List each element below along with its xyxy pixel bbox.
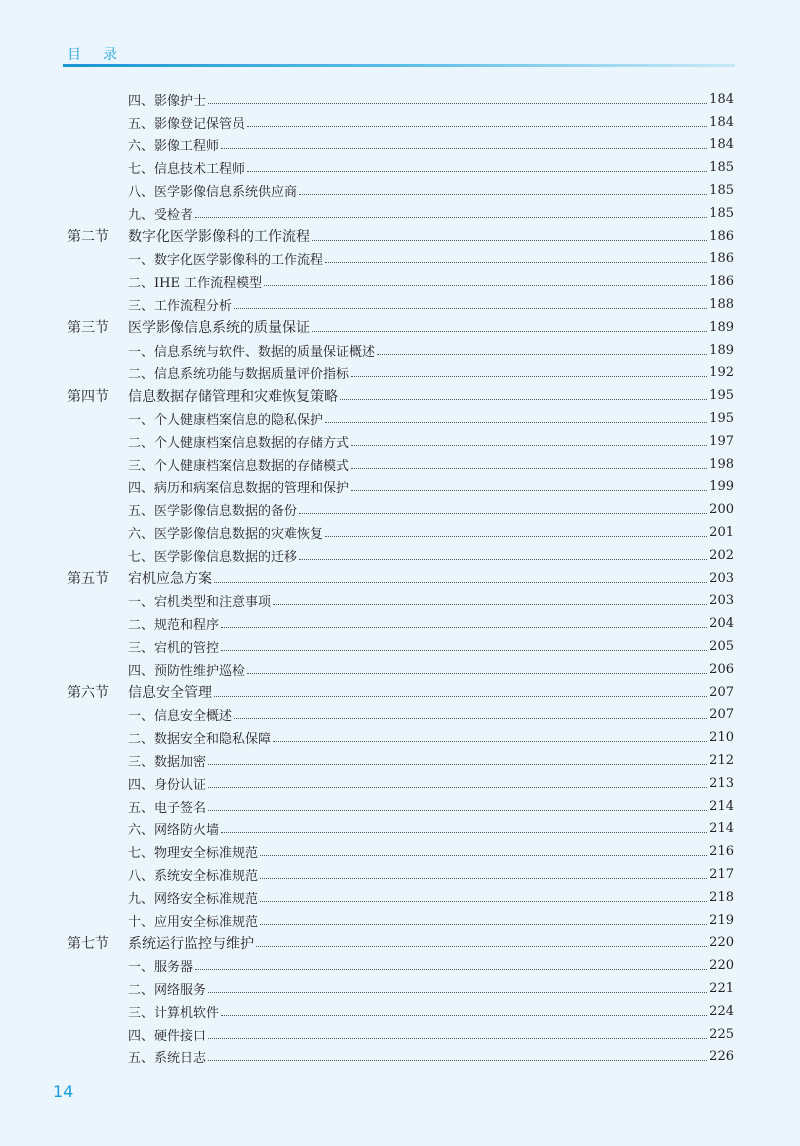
entry-title: 一、信息系统与软件、数据的质量保证概述 [128,344,376,360]
dot-leader [221,140,707,149]
dot-leader [208,802,707,811]
entry-page: 184 [709,114,734,130]
dot-leader [260,847,707,856]
dot-leader [260,916,707,925]
entry-title: 信息安全管理 [128,685,212,702]
entry-page: 214 [709,798,734,814]
entry-page: 203 [709,570,734,586]
toc-entry[interactable] [0,88,800,111]
entry-title: 一、数字化医学影像科的工作流程 [128,253,324,269]
entry-page: 214 [709,821,734,837]
toc-entry[interactable] [0,362,800,385]
toc-entry[interactable] [0,635,800,658]
section-label: 第五节 [67,571,109,588]
running-header: 目录 [67,47,139,63]
toc-entry[interactable] [0,453,800,476]
entry-page: 202 [709,547,734,563]
entry-page: 204 [709,616,734,632]
entry-title: 九、网络安全标准规范 [128,891,259,907]
dot-leader [208,1052,707,1061]
entry-title: 三、个人健康档案信息数据的存储模式 [128,458,350,474]
entry-page: 185 [709,160,734,176]
dot-leader [208,756,707,765]
entry-page: 203 [709,593,734,609]
dot-leader [208,779,707,788]
entry-page: 200 [709,502,734,518]
toc-entry[interactable] [0,476,800,499]
toc-entry[interactable] [0,772,800,795]
entry-page: 210 [709,730,734,746]
section-label: 第三节 [67,320,109,337]
entry-page: 217 [709,866,734,882]
table-of-contents [0,88,800,1068]
toc-entry[interactable] [0,1000,800,1023]
entry-page: 186 [709,274,734,290]
toc-entry[interactable] [0,704,800,727]
dot-leader [351,460,707,469]
toc-section-entry[interactable] [0,384,800,407]
toc-entry[interactable] [0,156,800,179]
entry-page: 186 [709,251,734,267]
toc-section-entry[interactable] [0,225,800,248]
toc-section-entry[interactable] [0,681,800,704]
entry-title: 十、应用安全标准规范 [128,914,259,930]
entry-title: 一、宕机类型和注意事项 [128,595,272,611]
dot-leader [221,619,707,628]
dot-leader [256,938,707,947]
entry-page: 188 [709,297,734,313]
toc-entry[interactable] [0,886,800,909]
toc-entry[interactable] [0,430,800,453]
dot-leader [377,346,707,355]
dot-leader [325,254,707,263]
entry-title: 三、工作流程分析 [128,299,233,315]
dot-leader [260,893,707,902]
dot-leader [221,824,707,833]
dot-leader [208,1030,707,1039]
toc-entry[interactable] [0,612,800,635]
page-number: 14 [53,1082,74,1101]
entry-page: 189 [709,319,734,335]
entry-title: 二、信息系统功能与数据质量评价指标 [128,367,350,383]
entry-title: 三、数据加密 [128,755,207,770]
toc-entry[interactable] [0,977,800,1000]
entry-page: 184 [709,137,734,153]
entry-page: 198 [709,456,734,472]
entry-page: 186 [709,228,734,244]
entry-title: 六、网络防火墙 [128,823,220,839]
entry-page: 207 [709,707,734,723]
dot-leader [299,186,707,195]
dot-leader [195,961,707,970]
entry-page: 216 [709,844,734,860]
toc-entry[interactable] [0,863,800,886]
entry-page: 218 [709,889,734,905]
entry-title: 系统运行监控与维护 [128,935,254,952]
dot-leader [340,391,707,400]
dot-leader [221,1007,707,1016]
dot-leader [325,528,707,537]
dot-leader [325,414,707,423]
dot-leader [247,665,707,674]
dot-leader [247,118,707,127]
dot-leader [221,642,707,651]
entry-page: 219 [709,912,734,928]
toc-entry[interactable] [0,909,800,932]
dot-leader [299,505,707,514]
entry-title: 一、信息安全概述 [128,709,233,725]
dot-leader [260,870,707,879]
entry-page: 185 [709,205,734,221]
entry-title: 四、预防性维护巡检 [128,663,246,679]
entry-page: 195 [709,388,734,404]
entry-title: 四、硬件接口 [128,1028,207,1044]
toc-entry[interactable] [0,498,800,521]
entry-title: 三、计算机软件 [128,1005,220,1021]
section-label: 第二节 [67,229,109,246]
dot-leader [312,232,707,241]
entry-page: 192 [709,365,734,381]
entry-title: 二、个人健康档案信息数据的存储方式 [128,435,350,451]
toc-entry[interactable] [0,179,800,202]
entry-page: 184 [709,91,734,107]
entry-page: 205 [709,639,734,655]
section-label: 第四节 [67,388,109,405]
dot-leader [299,551,707,560]
entry-title: 二、规范和程序 [128,618,220,634]
entry-page: 201 [709,525,734,541]
toc-entry[interactable] [0,248,800,271]
entry-title: 信息数据存储管理和灾难恢复策略 [128,388,338,405]
entry-title: 七、物理安全标准规范 [128,846,259,862]
entry-page: 224 [709,1003,734,1019]
toc-entry[interactable] [0,795,800,818]
entry-title: 数字化医学影像科的工作流程 [128,229,310,246]
entry-page: 212 [709,753,734,768]
entry-title: 七、医学影像信息数据的迁移 [128,549,298,565]
entry-title: 九、受检者 [128,207,194,223]
dot-leader [351,437,707,446]
entry-page: 221 [709,980,734,996]
entry-title: 五、系统日志 [128,1051,207,1067]
entry-title: 一、服务器 [128,960,194,976]
dot-leader [351,368,707,377]
toc-entry[interactable] [0,1023,800,1046]
entry-title: 六、医学影像信息数据的灾难恢复 [128,527,324,543]
toc-entry[interactable] [0,293,800,316]
toc-section-entry[interactable] [0,931,800,954]
toc-section-entry[interactable] [0,567,800,590]
entry-page: 226 [709,1049,734,1065]
toc-entry[interactable] [0,407,800,430]
entry-page: 213 [709,775,734,791]
dot-leader [273,733,707,742]
toc-entry[interactable] [0,134,800,157]
dot-leader [312,323,707,332]
toc-entry[interactable] [0,202,800,225]
dot-leader [264,277,707,286]
dot-leader [273,596,707,605]
dot-leader [214,688,707,697]
entry-page: 207 [709,684,734,700]
toc-entry[interactable] [0,1045,800,1068]
entry-title: 五、电子签名 [128,800,207,816]
section-label: 第六节 [67,685,109,702]
toc-entry[interactable] [0,521,800,544]
toc-entry[interactable] [0,339,800,362]
entry-title: 七、信息技术工程师 [128,162,246,178]
dot-leader [234,710,707,719]
toc-entry[interactable] [0,818,800,841]
entry-page: 189 [709,342,734,358]
toc-entry[interactable] [0,590,800,613]
toc-entry[interactable] [0,749,800,772]
entry-page: 199 [709,479,734,495]
entry-page: 225 [709,1026,734,1042]
section-label: 第七节 [67,935,109,952]
entry-title: 一、个人健康档案信息的隐私保护 [128,413,324,429]
dot-leader [247,163,707,172]
header-rule [63,64,735,67]
entry-title: 八、系统安全标准规范 [128,868,259,884]
entry-title: 四、身份认证 [128,777,207,793]
entry-page: 206 [709,661,734,677]
toc-entry[interactable] [0,840,800,863]
entry-title: 五、影像登记保管员 [128,116,246,132]
dot-leader [208,95,707,104]
entry-page: 185 [709,183,734,199]
entry-title: 宕机应急方案 [128,571,212,588]
dot-leader [351,482,707,491]
toc-entry[interactable] [0,544,800,567]
toc-entry[interactable] [0,726,800,749]
entry-title: 医学影像信息系统的质量保证 [128,320,310,337]
entry-page: 197 [709,433,734,449]
toc-section-entry[interactable] [0,316,800,339]
dot-leader [208,984,707,993]
entry-title: 四、病历和病案信息数据的管理和保护 [128,481,350,497]
entry-title: 三、宕机的管控 [128,641,220,657]
entry-page: 220 [709,958,734,974]
entry-title: 二、数据安全和隐私保障 [128,732,272,748]
toc-entry[interactable] [0,658,800,681]
toc-entry[interactable] [0,270,800,293]
toc-entry[interactable] [0,954,800,977]
entry-title: 二、IHE 工作流程模型 [128,276,263,292]
dot-leader [195,209,707,218]
dot-leader [234,300,707,309]
dot-leader [214,574,707,583]
entry-title: 四、影像护士 [128,93,207,109]
toc-entry[interactable] [0,111,800,134]
entry-title: 八、医学影像信息系统供应商 [128,185,298,201]
entry-page: 220 [709,935,734,951]
entry-title: 二、网络服务 [128,982,207,998]
entry-page: 195 [709,411,734,427]
entry-title: 五、医学影像信息数据的备份 [128,504,298,520]
entry-title: 六、影像工程师 [128,139,220,155]
